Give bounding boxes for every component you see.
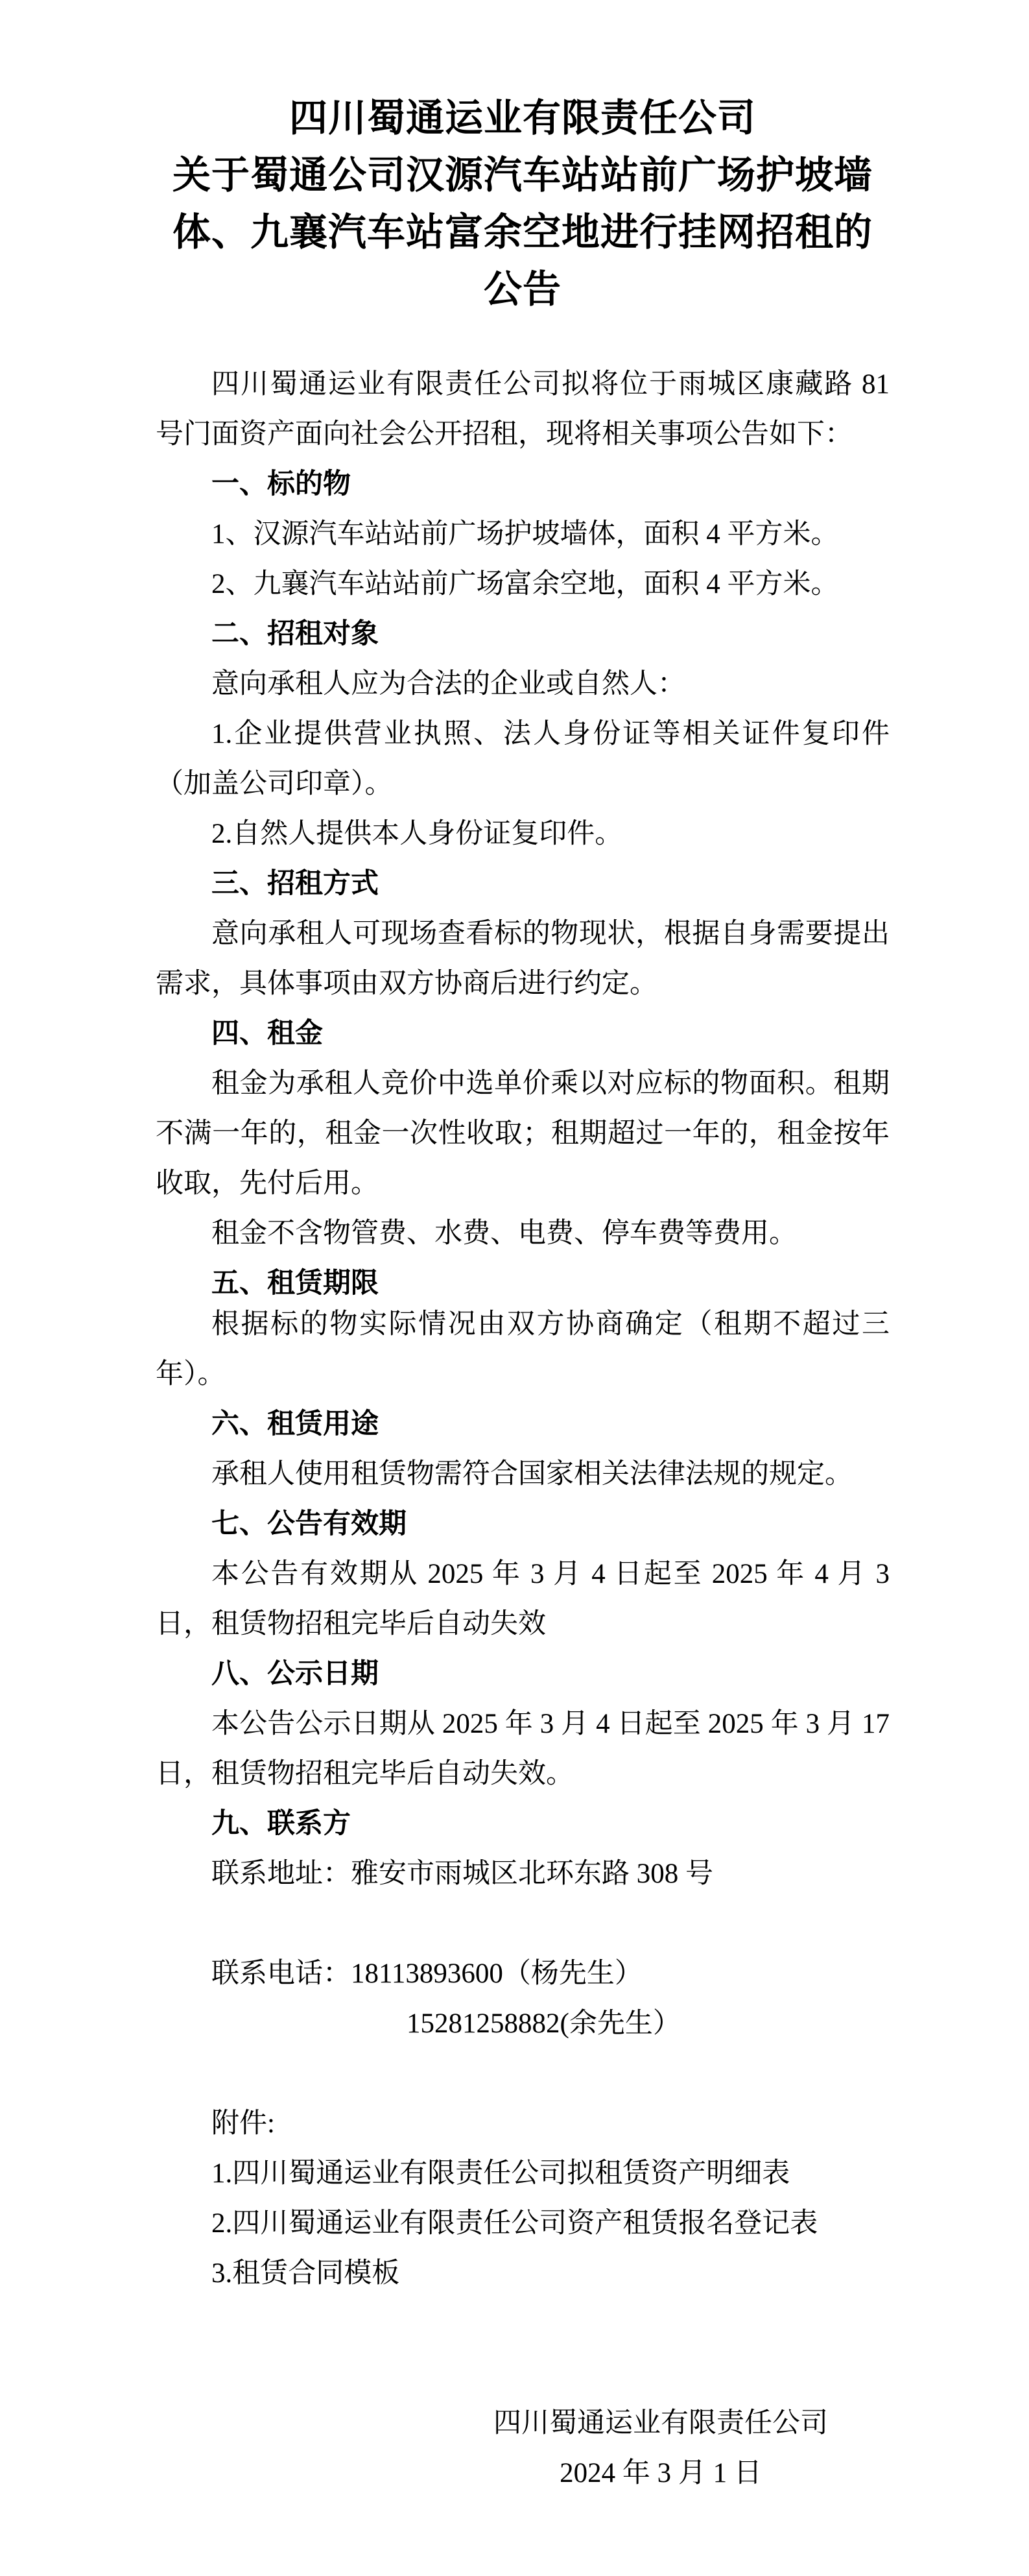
title-line-company: 四川蜀通运业有限责任公司 <box>289 97 756 139</box>
section-6-text: 承租人使用租赁物需符合国家相关法律法规的规定。 <box>211 1459 853 1489</box>
signature-block <box>493 2398 828 2498</box>
signature-company: 四川蜀通运业有限责任公司 <box>493 2408 828 2438</box>
intro-paragraph: 四川蜀通运业有限责任公司拟将位于雨城区康藏路 81 号门面资产面向社会公开招租，现将相关事项公告如下： <box>156 369 890 450</box>
section-5-heading: 五、租赁期限 <box>211 1268 379 1299</box>
section-7-text: 本公告有效期从 2025 年 3 月 4 日起至 2025 年 4 月 3 日，租赁物招租完毕后自动失效 <box>156 1559 890 1639</box>
section-1-heading: 一、标的物 <box>211 468 351 500</box>
section-4-rent <box>156 1009 890 1258</box>
section-4-heading: 四、租金 <box>211 1018 323 1049</box>
attachments-section <box>156 2099 890 2298</box>
section-1-subject-matter <box>156 459 890 609</box>
attachment-item-1: 1.四川蜀通运业有限责任公司拟租赁资产明细表 <box>211 2158 790 2189</box>
attachments-label: 附件: <box>211 2108 275 2139</box>
section-1-item-1: 1、汉源汽车站站前广场护坡墙体，面积 4 平方米。 <box>211 519 839 549</box>
title-line-2: 关于蜀通公司汉源汽车站站前广场护坡墙 <box>172 154 873 197</box>
section-4-paragraph-1: 租金为承租人竞价中选单价乘以对应标的物面积。租期不满一年的，租金一次性收取；租期超过一年的，租金按年收取，先付后用。 <box>156 1068 890 1199</box>
section-8-publicity-dates <box>156 1649 890 1799</box>
contact-phone-1: 联系电话：18113893600（杨先生） <box>211 1958 643 1989</box>
section-7-announcement-validity <box>156 1499 890 1649</box>
section-9-contact <box>156 1799 890 2049</box>
document-title <box>156 90 890 318</box>
section-2-heading: 二、招租对象 <box>211 618 379 649</box>
section-6-lease-usage <box>156 1399 890 1499</box>
section-3-lease-method <box>156 859 890 1009</box>
section-8-text: 本公告公示日期从 2025 年 3 月 4 日起至 2025 年 3 月 17 日，租赁物招租完毕后自动失效。 <box>156 1709 890 1789</box>
section-5-text: 根据标的物实际情况由双方协商确定（租期不超过三年）。 <box>156 1309 890 1390</box>
section-1-item-2: 2、九襄汽车站站前广场富余空地，面积 4 平方米。 <box>211 569 839 599</box>
attachment-item-3: 3.租赁合同模板 <box>211 2258 400 2289</box>
section-4-paragraph-2: 租金不含物管费、水费、电费、停车费等费用。 <box>211 1218 797 1249</box>
blank-line <box>156 2049 890 2099</box>
section-8-heading: 八、公示日期 <box>211 1658 379 1689</box>
section-9-heading: 九、联系方 <box>211 1808 351 1839</box>
section-2-item-2: 2.自然人提供本人身份证复印件。 <box>211 819 623 849</box>
blank-lines <box>156 2298 890 2398</box>
title-line-3: 体、九襄汽车站富余空地进行挂网招租的 <box>172 211 873 254</box>
blank-line <box>156 1899 890 1949</box>
attachment-item-2: 2.四川蜀通运业有限责任公司资产租赁报名登记表 <box>211 2208 818 2239</box>
section-3-heading: 三、招租方式 <box>211 868 379 899</box>
title-line-4: 公告 <box>483 268 562 311</box>
section-5-lease-term <box>156 1258 890 1399</box>
section-7-heading: 七、公告有效期 <box>211 1508 407 1539</box>
section-2-lease-targets <box>156 609 890 859</box>
section-3-text: 意向承租人可现场查看标的物现状，根据自身需要提出需求，具体事项由双方协商后进行约定。 <box>156 919 890 999</box>
section-2-item-1: 1.企业提供营业执照、法人身份证等相关证件复印件（加盖公司印章）。 <box>156 719 890 799</box>
section-6-heading: 六、租赁用途 <box>211 1408 379 1439</box>
signature-date: 2024 年 3 月 1 日 <box>560 2458 762 2488</box>
contact-address: 联系地址：雅安市雨城区北环东路 308 号 <box>211 1859 713 1889</box>
contact-phone-2: 15281258882(余先生） <box>407 2008 681 2039</box>
section-2-lead: 意向承租人应为合法的企业或自然人： <box>211 669 685 699</box>
